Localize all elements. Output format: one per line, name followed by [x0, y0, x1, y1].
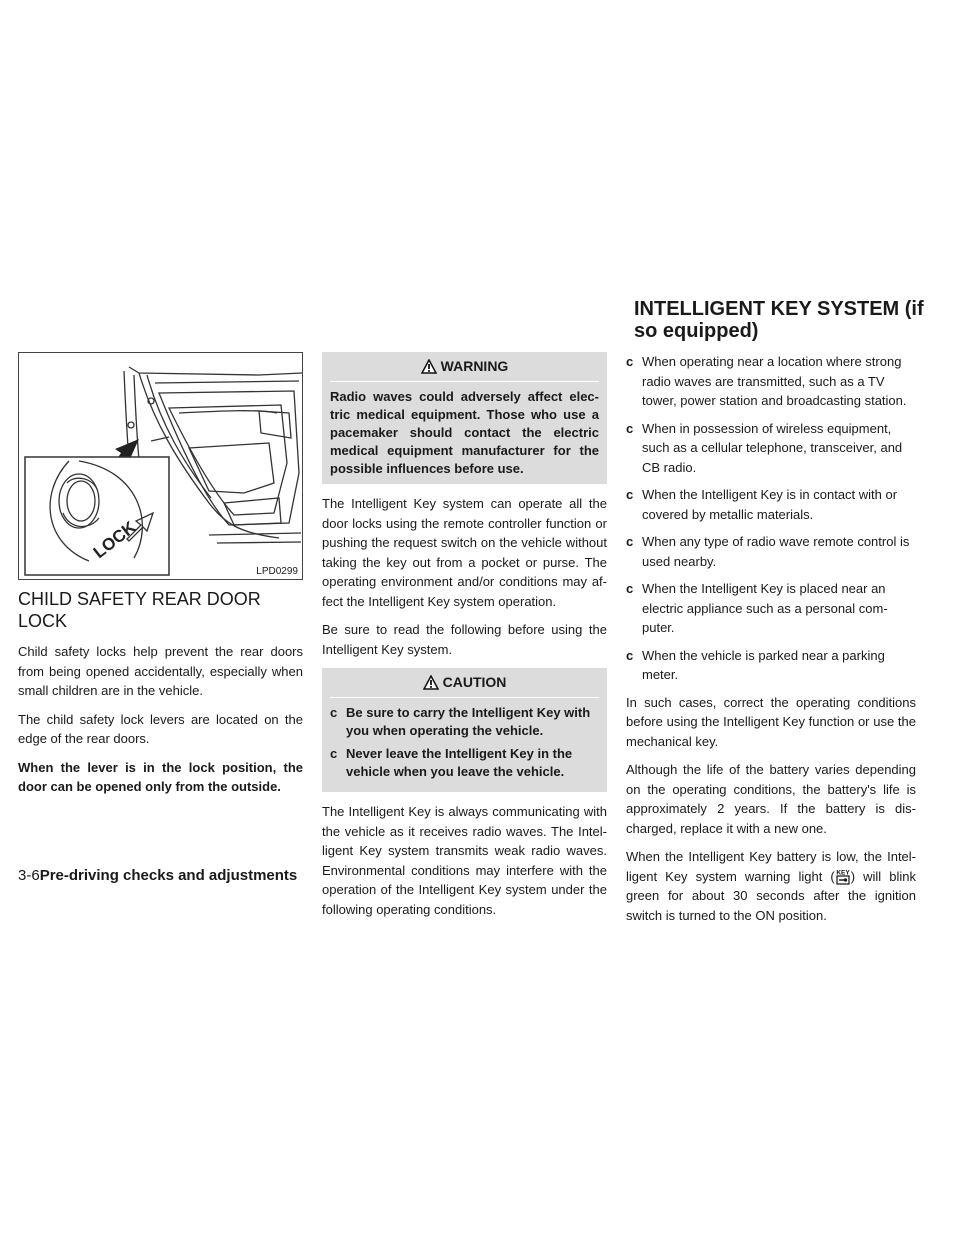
bullet-icon: c — [626, 581, 634, 596]
condition-item: c When the vehicle is parked near a parking meter. — [626, 647, 885, 682]
chapter-title: Pre-driving checks and adjustments — [39, 867, 298, 884]
key-warning-light-icon — [835, 868, 851, 885]
caution-item: c Never leave the Intelligent Key in the vehicle when you leave the vehicle. — [330, 746, 573, 779]
page-number: 3-6 — [18, 867, 40, 884]
condition-item: c When operating near a location where strong radio waves are transmitted, such as a TV tower, power station and broadcasting station. — [626, 354, 907, 408]
child-safety-para-2: The child safety lock levers are located on the edge of the rear doors. — [18, 711, 303, 746]
page-footer — [18, 867, 297, 885]
bullet-icon: c — [626, 354, 634, 369]
caution-title: CAUTION — [442, 674, 507, 690]
figure-code: LPD0299 — [256, 566, 298, 577]
bullet-icon: c — [626, 487, 634, 502]
section-title: INTELLIGENT KEY SYSTEM (if so equipped) — [634, 298, 924, 342]
warning-icon — [421, 359, 437, 374]
warning-header — [330, 356, 599, 382]
condition-item: c When in possession of wireless equipment, such as a cellular telephone, transceiver, and CB radio. — [626, 420, 903, 475]
warning-text: Radio waves could adversely affect elec-tric medical equipment. Those who use a pacemaker should contact the electric medical equipment manufacturer for the possible influences before use. — [330, 389, 599, 476]
bullet-icon: c — [330, 705, 338, 720]
child-safety-heading: CHILD SAFETY REAR DOOR LOCK — [18, 589, 261, 631]
svg-text:KEY: KEY — [836, 869, 850, 876]
conditions-list — [626, 352, 916, 685]
warning-box — [322, 352, 607, 484]
door-lock-illustration — [19, 353, 302, 579]
bullet-icon: c — [626, 420, 634, 436]
column-2 — [322, 352, 607, 928]
column-1 — [18, 352, 303, 806]
door-lock-figure — [18, 352, 303, 580]
lock-label: LOCK — [89, 517, 140, 563]
condition-item: c When the Intelligent Key is in contact with or covered by metallic materials. — [626, 487, 898, 522]
caution-box — [322, 668, 607, 792]
child-safety-para-1: Child safety locks help prevent the rear doors from being opened accidentally, especially when small children are in the vehicle. — [18, 644, 303, 698]
warning-title: WARNING — [440, 358, 509, 374]
caution-header — [330, 672, 599, 698]
col3-para-3: When the Intelligent Key battery is low, the Intel-ligent Key system warning light ( KEY ) will blink green for about 30 seconds after the ignition switch is turned to the ON position. — [626, 849, 917, 923]
child-safety-para-3: When the lever is in the lock position, the door can be opened only from the outside. — [18, 759, 303, 794]
caution-item: c Be sure to carry the Intelligent Key with you when operating the vehicle. — [330, 705, 591, 738]
col3-para-2: Although the life of the battery varies depending on the operating conditions, the battery's life is approximately 2 years. If the battery is dis-charged, replace it with a new one. — [626, 762, 916, 836]
bullet-icon: c — [330, 746, 338, 761]
ik-para-2: Be sure to read the following before using the Intelligent Key system. — [322, 622, 607, 657]
condition-item: c When the Intelligent Key is placed near an electric appliance such as a personal com-puter. — [626, 581, 888, 635]
ik-para-3: The Intelligent Key is always communicating with the vehicle as it receives radio waves. The Intel-ligent Key system transmits weak radio waves. Environmental conditions may interfere with the operation of the Intelligent Key system under the following operating conditions. — [322, 804, 607, 917]
bullet-icon: c — [626, 534, 634, 549]
column-3 — [626, 352, 916, 934]
caution-list — [330, 704, 599, 781]
bullet-icon: c — [626, 647, 634, 663]
condition-item: c When any type of radio wave remote control is used nearby. — [626, 534, 910, 569]
col3-para-1: In such cases, correct the operating conditions before using the Intelligent Key function or use the mechanical key. — [626, 694, 916, 749]
caution-icon — [423, 675, 439, 690]
ik-para-1: The Intelligent Key system can operate all the door locks using the remote controller function or pushing the request switch on the vehicle without taking the key out from a pocket or purse. The operating environment and/or conditions may af-fect the Intelligent Key system operation. — [322, 496, 607, 609]
